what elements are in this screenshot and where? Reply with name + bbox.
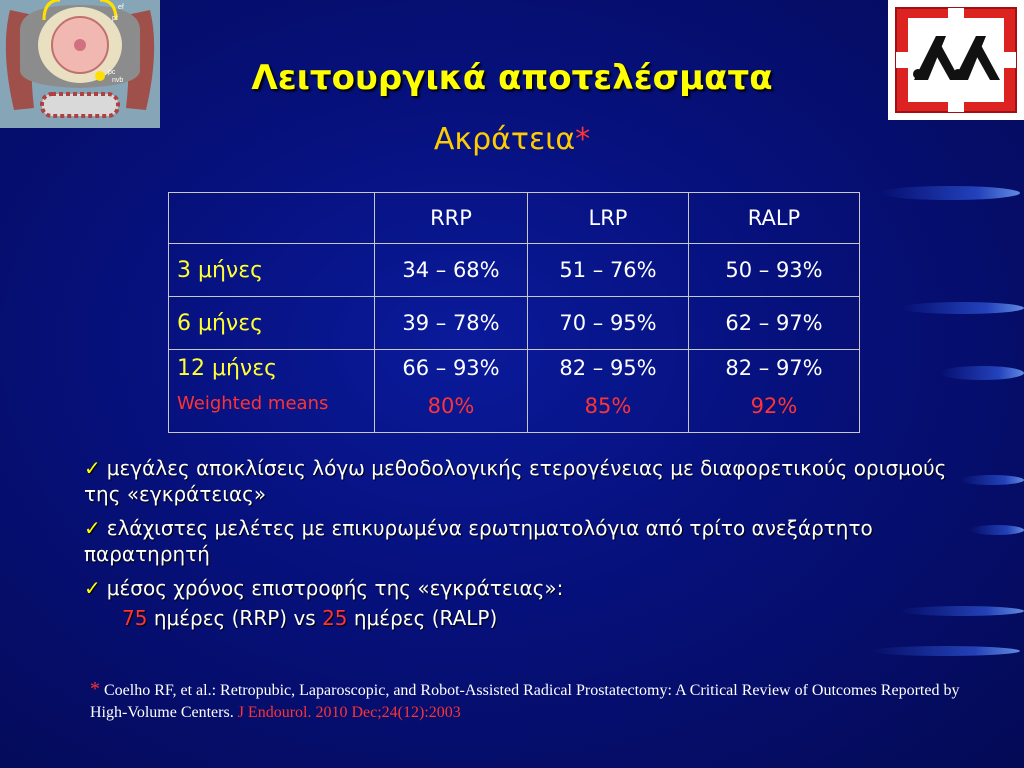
results-table [168, 192, 860, 433]
subtitle-text: Ακράτεια [433, 122, 576, 157]
row-label: 3 μήνες [169, 244, 375, 297]
cell-value: 82 – 95% [559, 356, 657, 380]
anatomy-label: nvb [112, 77, 124, 84]
bullet-text: μέσος χρόνος επιστροφής της «εγκράτειας»: [106, 576, 564, 600]
bullet-detail [84, 605, 974, 631]
check-icon: ✓ [84, 456, 101, 480]
background-streak [880, 186, 1020, 200]
subtitle-asterisk: * [575, 122, 591, 157]
list-item [84, 515, 974, 567]
cell-value: 82 – 97% [725, 356, 823, 380]
row-label: 12 μήνες [177, 356, 278, 381]
days-ralp-text: ημέρες (RALP) [353, 606, 498, 630]
table-row [169, 350, 860, 433]
weighted-mean-value: 80% [427, 394, 475, 418]
weighted-mean-value: 85% [584, 394, 632, 418]
days-rrp-text: ημέρες (RRP) vs [153, 606, 316, 630]
table-cell [689, 350, 860, 433]
table-cell: 62 – 97% [689, 297, 860, 350]
days-ralp-value: 25 [322, 606, 348, 630]
table-cell [528, 350, 689, 433]
table-cell: 39 – 78% [375, 297, 528, 350]
table-cell: 50 – 93% [689, 244, 860, 297]
table-header-cell: RALP [689, 193, 860, 244]
table-cell: 70 – 95% [528, 297, 689, 350]
reference-asterisk: * [90, 678, 100, 700]
row-label: 6 μήνες [169, 297, 375, 350]
background-streak [940, 366, 1024, 380]
bullet-text: μεγάλες αποκλίσεις λόγω μεθοδολογικής ετερογένειας με διαφορετικούς ορισμούς της «εγκράτειας» [84, 456, 947, 506]
page-title: Λειτουργικά αποτελέσματα [251, 58, 773, 98]
list-item [84, 455, 974, 507]
bullet-text: ελάχιστες μελέτες με επικυρωμένα ερωτηματολόγια από τρίτο ανεξάρτητο παρατηρητή [84, 516, 873, 566]
table-row [169, 244, 860, 297]
table-header-row [169, 193, 860, 244]
reference-citation [90, 678, 990, 724]
check-icon: ✓ [84, 516, 101, 540]
page-subtitle [0, 122, 1024, 157]
weighted-mean-value: 92% [750, 394, 798, 418]
table-header-cell: RRP [375, 193, 528, 244]
reference-journal: J Endourol. 2010 Dec;24(12):2003 [237, 704, 461, 721]
table-header-cell: LRP [528, 193, 689, 244]
table-cell [375, 350, 528, 433]
anatomy-label: pf [112, 15, 118, 22]
list-item [84, 575, 974, 601]
table-cell: 51 – 76% [528, 244, 689, 297]
background-streak [870, 646, 1020, 656]
table-header-cell [169, 193, 375, 244]
check-icon: ✓ [84, 576, 101, 600]
anatomy-label: pc [108, 69, 116, 76]
days-rrp-value: 75 [122, 606, 148, 630]
background-streak [900, 302, 1024, 314]
background-streak [970, 525, 1024, 535]
table-cell: 34 – 68% [375, 244, 528, 297]
cell-value: 66 – 93% [402, 356, 500, 380]
anatomy-label: ef [118, 4, 124, 11]
bullet-list [84, 455, 974, 639]
table-row [169, 297, 860, 350]
row-label-cell [169, 350, 375, 433]
reference-text: Coelho RF, et al.: Retropubic, Laparoscopic, and Robot-Assisted Radical Prostatectomy: A Critical Review of Outcomes Reported by High-Volume Centers. [90, 682, 960, 721]
weighted-means-label: Weighted means [177, 393, 329, 414]
